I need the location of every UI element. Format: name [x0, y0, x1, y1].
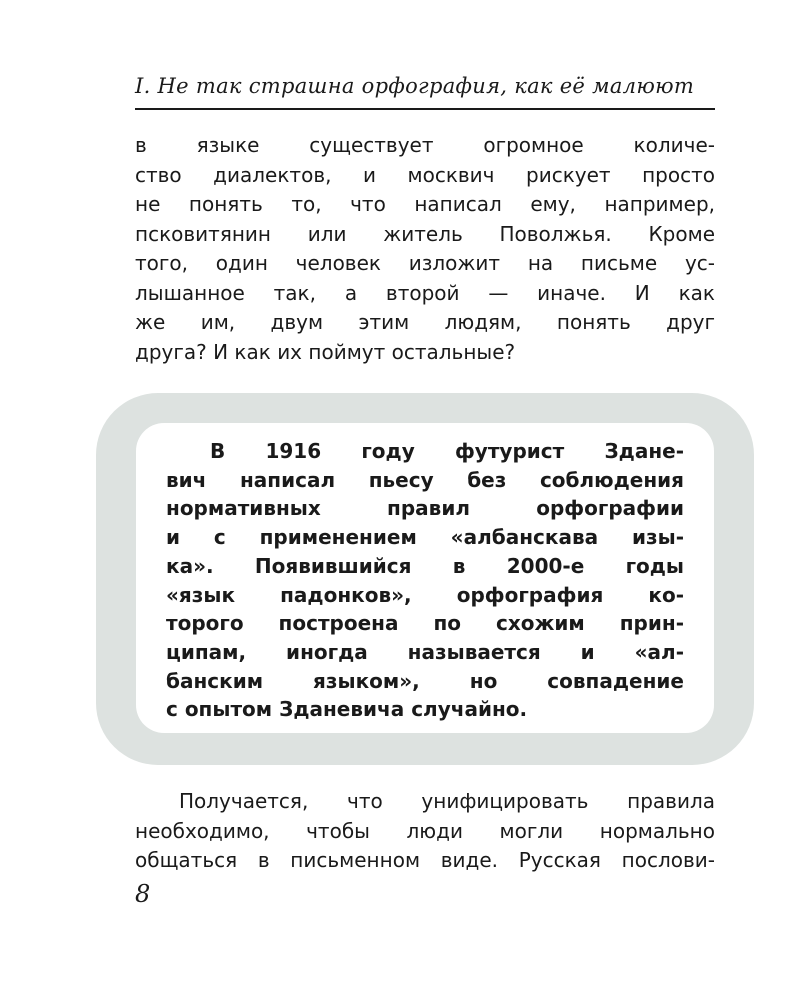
callout-line: с опытом Зданевича случайно.: [166, 697, 528, 722]
paragraph-line: лышанное так, а второй — иначе. И как: [135, 280, 715, 305]
header-rule: [135, 108, 715, 110]
paragraph-line: в языке существует огромное количе-: [135, 133, 715, 157]
callout-line: «язык падонков», орфография ко-: [166, 582, 684, 607]
paragraph-line: того, один человек изложит на письме ус-: [135, 251, 715, 275]
running-header: I. Не так страшна орфография, как её малюют: [135, 74, 695, 98]
paragraph-line: необходимо, чтобы люди могли нормально: [135, 818, 715, 843]
paragraph-line: общаться в письменном виде. Русская послови-: [135, 848, 715, 872]
paragraph-line: ство диалектов, и москвич рискует просто: [135, 162, 715, 187]
callout-text: [166, 437, 684, 724]
paragraph-line: друга? И как их поймут остальные?: [135, 339, 516, 364]
page-number: 8: [135, 880, 151, 908]
callout-line: ка». Появившийся в 2000-е годы: [166, 553, 684, 578]
callout-line: вич написал пьесу без соблюдения: [166, 467, 684, 492]
paragraph-line: Получается, что унифицировать правила: [179, 789, 715, 813]
paragraph-line: не понять то, что написал ему, например,: [135, 192, 715, 216]
callout-line: ципам, иногда называется и «ал-: [166, 639, 684, 664]
paragraph-line: же им, двум этим людям, понять друг: [135, 310, 715, 334]
callout-line: банским языком», но совпадение: [166, 668, 684, 693]
paragraph-bottom: [135, 787, 715, 876]
paragraph-top: [135, 131, 715, 367]
callout-line: торого построена по схожим прин-: [166, 611, 684, 636]
callout-line: нормативных правил орфографии: [166, 496, 684, 521]
paragraph-line: псковитянин или житель Поволжья. Кроме: [135, 221, 715, 246]
callout-line: В 1916 году футурист Здане-: [210, 439, 684, 463]
callout-line: и с применением «албанскава изы-: [166, 525, 684, 550]
